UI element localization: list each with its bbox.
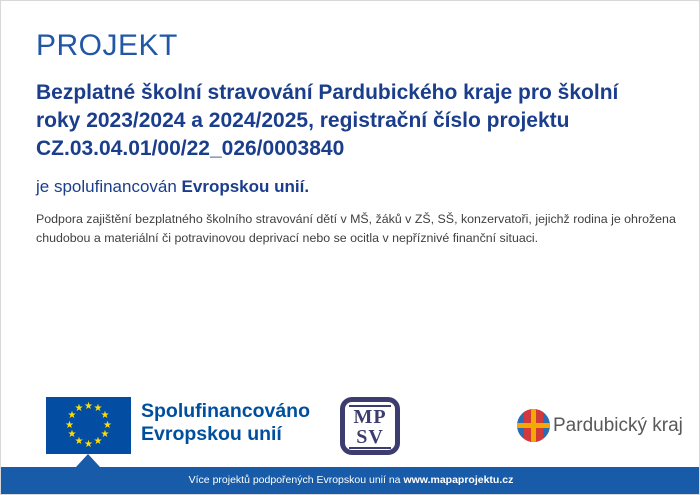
cofinanced-prefix: je spolufinancován xyxy=(36,177,182,196)
eyebrow-projekt: PROJEKT xyxy=(36,29,178,62)
eu-cofinance-label xyxy=(141,400,310,445)
footer-bar-text: Více projektů podpořených Evropskou unií na xyxy=(188,474,404,486)
eu-star-icon: ★ xyxy=(103,419,112,431)
cofinanced-statement xyxy=(36,175,309,199)
project-description-line-2: chudobou a materiální či potravinovou deprivací nebo se ocitla v nepříznivé finanční situaci. xyxy=(36,231,539,245)
eu-star-icon: ★ xyxy=(67,410,77,421)
project-description xyxy=(36,210,676,248)
eu-star-icon: ★ xyxy=(100,429,110,440)
pardubicky-kraj-label: Pardubický kraj xyxy=(553,415,683,436)
footer-bar-link[interactable]: www.mapaprojektu.cz xyxy=(403,474,514,486)
eu-star-icon: ★ xyxy=(74,403,84,415)
eu-star-icon: ★ xyxy=(84,438,93,450)
footer-bar xyxy=(1,467,700,494)
pardubicky-kraj-emblem-icon xyxy=(517,409,550,442)
project-title-line-2: roky 2023/2024 a 2024/2025, registrační číslo projektu xyxy=(36,109,570,132)
eu-cofinance-label-line-1: Spolufinancováno xyxy=(141,400,311,422)
emblem-yellow-horizontal xyxy=(517,423,550,428)
eu-star-icon: ★ xyxy=(93,403,103,415)
cofinanced-eu-bold: Evropskou unií. xyxy=(181,177,310,196)
eu-star-icon: ★ xyxy=(93,435,103,447)
mpsv-logo xyxy=(340,397,400,455)
mpsv-letters-bottom: SV xyxy=(356,426,384,448)
mpsv-letters-top: MP xyxy=(353,406,387,428)
eu-star-icon: ★ xyxy=(84,400,93,412)
project-title-line-3: CZ.03.04.01/00/22_026/0003840 xyxy=(36,137,345,160)
eu-star-icon: ★ xyxy=(67,429,77,440)
eu-star-icon: ★ xyxy=(74,435,84,447)
project-description-line-1: Podpora zajištění bezplatného školního stravování dětí v MŠ, žáků v ZŠ, SŠ, konzervatoři, jejichž rodina je ohrožena xyxy=(36,212,676,226)
eu-flag-icon xyxy=(46,397,131,454)
project-title-line-1: Bezplatné školní stravování Pardubického kraje pro školní xyxy=(36,81,619,104)
footer-bar-pointer-icon xyxy=(76,454,100,467)
eu-cofinance-label-line-2: Evropskou unií xyxy=(141,422,282,445)
eu-star-icon: ★ xyxy=(100,410,110,421)
eu-star-icon: ★ xyxy=(65,419,74,431)
project-title xyxy=(36,79,618,163)
mpsv-logo-letters xyxy=(349,405,391,449)
